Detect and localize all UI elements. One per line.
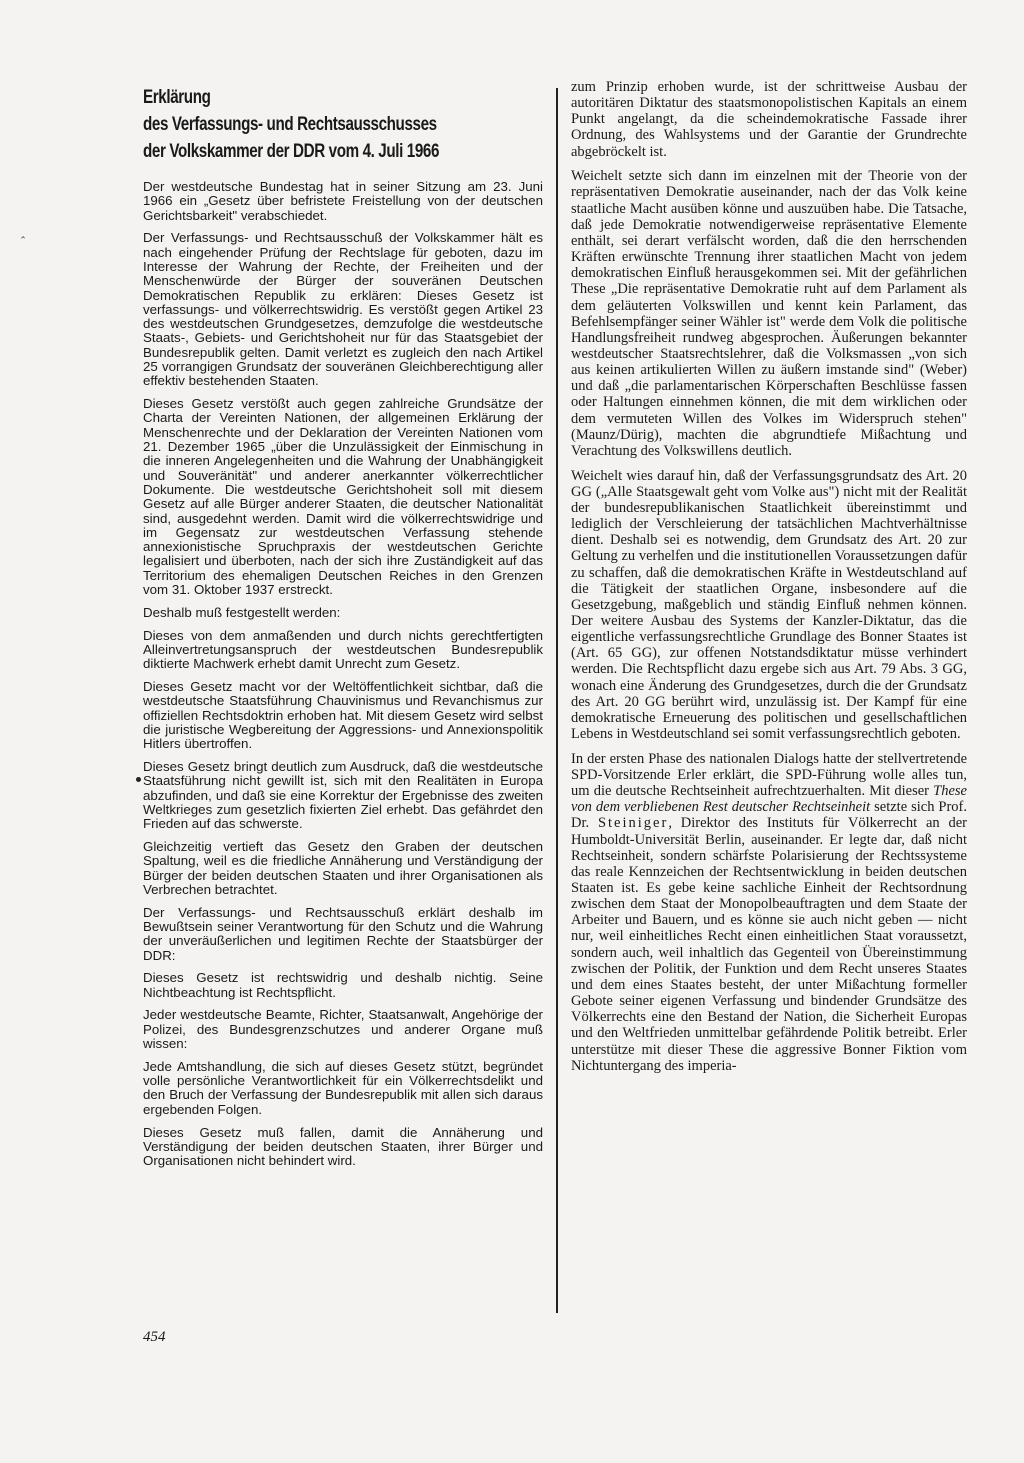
person-name: Steiniger bbox=[597, 815, 669, 832]
margin-pencil-mark: ꞈ bbox=[22, 224, 27, 239]
left-column bbox=[143, 78, 543, 1177]
paragraph: Jede Amtshandlung, die sich auf dieses Gesetz stützt, begründet volle persönliche Verantwortlichkeit für ein Völkerrechtsdelikt und den Bruch der Verfassung der Bundesrepublik mit allen sich daraus ergebenden Folgen. bbox=[143, 1058, 543, 1117]
emphasized-thesis: These von dem verbliebenen Rest deutscher Rechtseinheit bbox=[571, 783, 967, 816]
paragraph: Weichelt setzte sich dann im einzelnen mit der Theorie von der repräsentativen Demokratie auseinander, nach der das Volk keine staatliche Macht ausüben könne und auszuüben habe. Die Tatsache, daß jede Demokratie notwendigerweise repräsentative Elemente enthält, sei derart verfälscht worden, daß die den herrschenden Kräften erwünschte Trennung ihrer staatlichen Macht von jedem demokratischen Einfluß herausgekommen sei. Mit der gefährlichen These „Die repräsentative Demokratie ruht auf dem Parlament als dem geläuterten Volkswillen und kennt kein Parlament, das Befehlsempfänger seiner Wähler ist" werde dem Volk die politische Handlungsfreiheit rundweg abgesprochen. Äußerungen bekannter westdeutscher Staatsrechtslehrer, daß die Volksmassen „von sich aus keinen artikulierten Willen zu äußern imstande sind" (Weber) und daß „die parlamentarischen Körperschaften Beschlüsse fassen oder Haltungen einnehmen können, die mit dem wirklichen oder dem vermuteten Willen des Volkes im Widerspruch stehen" (Maunz/Dürig), machten die abgrundtiefe Mißachtung und Verachtung des Volkswillens deutlich. bbox=[571, 168, 967, 459]
paragraph: Dieses Gesetz muß fallen, damit die Annäherung und Verständigung der beiden deutschen Staaten, ihrer Bürger und Organisationen nicht behindert wird. bbox=[143, 1124, 543, 1169]
bullet-dot bbox=[136, 777, 141, 782]
paragraph: Gleichzeitig vertieft das Gesetz den Graben der deutschen Spaltung, weil es die friedliche Annäherung und Verständigung der Bürger der beiden deutschen Staaten und ihrer Organisationen als Verbrechen betrachtet. bbox=[143, 838, 543, 897]
column-divider bbox=[556, 88, 558, 1313]
title-line: Erklärung bbox=[143, 86, 211, 108]
paragraph: Der Verfassungs- und Rechtsausschuß der Volkskammer hält es nach eingehender Prüfung der Rechtslage für geboten, dazu im Interesse der Wahrung der Rechte, der Freiheiten und der Menschenwürde der Bürger der souveränen Deutschen Demokratischen Republik zu erklären: Dieses Gesetz ist verfassungs- und völkerrechtswidrig. Es verstößt gegen Artikel 23 des westdeutschen Grundgesetzes, demzufolge die westdeutsche Staats-, Gebiets- und Gerichtshoheit nur für das Staatsgebiet der Bundesrepublik gelten. Damit verletzt es zugleich den nach Artikel 25 vorrangigen Grundsatz der souveränen Gleichberechtigung aller effektiv bestehenden Staaten. bbox=[143, 230, 543, 389]
paragraph: Der Verfassungs- und Rechtsausschuß erklärt deshalb im Bewußtsein seiner Verantwortung für den Schutz und die Wahrung der unveräußerlichen und legitimen Rechte der Staatsbürger der DDR: bbox=[143, 904, 543, 963]
article-title bbox=[143, 84, 542, 165]
text-run: In der ersten Phase des nationalen Dialogs hatte der stellvertretende SPD-Vorsitzende Erler erklärt, die SPD-Führung wolle alles tun, um die deutsche Rechtseinheit aufrechtzuerhalten. Mit dieser bbox=[571, 750, 967, 800]
paragraph: Dieses Gesetz verstößt auch gegen zahlreiche Grundsätze der Charta der Vereinten Nationen, der allgemeinen Erklärung der Menschenrechte und der Deklaration der Vereinten Nationen vom 21. Dezember 1965 „über die Unzulässigkeit der Einmischung in die inneren Angelegenheiten und die Wahrung der Unabhängigkeit und Souveränität" und anderer anerkannter völkerrechtlicher Dokumente. Die westdeutsche Gerichtshoheit soll mit diesem Gesetz auf alle Bürger anderer Staaten, die deutscher Nationalität sind, ausgedehnt werden. Damit wird die völkerrechtswidrige und im Gegensatz zur westdeutschen Verfassung stehende annexionistische Spruchpraxis der westdeutschen Gerichte legalisiert und überboten, nach der sich ihre Zuständigkeit auf das Territorium des ehemaligen Deutschen Reiches in den Grenzen vom 31. Oktober 1937 erstreckt. bbox=[143, 396, 543, 598]
paragraph: Dieses Gesetz bringt deutlich zum Ausdruck, daß die westdeutsche Staatsführung nicht gewillt ist, sich mit den Realitäten in Europa abzufinden, und daß sie eine Korrektur der Ergebnisse des zweiten Weltkrieges zum gesetzlich fixierten Ziel erhebt. Das gefährdet den Frieden auf das schwerste. bbox=[143, 758, 543, 832]
right-column bbox=[571, 79, 967, 1082]
page-number: 454 bbox=[143, 1329, 166, 1345]
paragraph bbox=[571, 751, 967, 1074]
paragraph: Dieses Gesetz ist rechtswidrig und deshalb nichtig. Seine Nichtbeachtung ist Rechtspflicht. bbox=[143, 970, 543, 1000]
title-line: des Verfassungs- und Rechtsausschusses bbox=[143, 113, 437, 135]
text-run: , Direktor des Instituts für Völkerrecht an der Humboldt-Universität Berlin, auseinander. Er legte dar, daß nicht Rechtseinheit, sondern schärfste Polarisierung der Rechtssysteme das reale Kennzeichen der Rechtsentwicklung in beiden deutschen Staaten ist. Es gebe keine sachliche Einheit der Rechtsordnung zwischen dem Staat der Monopolbeauftragten und dem Staate der Arbeiter und Bauern, und es könne sie auch nicht geben — nicht nur, weil einheitliches Recht einen einheitlichen Staat voraussetzt, sondern auch, weil inhaltlich das Gegenteil von Übereinstimmung zwischen der Politik, der Funktion und dem Recht unseres Staates und dem eines Staates besteht, der unter Mißachtung formeller Gebote seiner eigenen Verfassung und bindender Grundsätze des Völkerrechts eine den Bestand der Nation, die Sicherheit Europas und den Weltfrieden unmittelbar gefährdende Politik betreibt. Erler unterstütze mit dieser These die aggressive Bonner Fiktion vom Nichtuntergang des imperia- bbox=[571, 815, 967, 1074]
paragraph: Der westdeutsche Bundestag hat in seiner Sitzung am 23. Juni 1966 ein „Gesetz über befristete Freistellung von der deutschen Gerichtsbarkeit" verabschiedet. bbox=[143, 179, 543, 223]
paragraph: Dieses Gesetz macht vor der Weltöffentlichkeit sichtbar, daß die westdeutsche Staatsführung Chauvinismus und Revanchismus zur offiziellen Rechtsdoktrin erhoben hat. Mit diesem Gesetz wird selbst die juristische Wegbereitung der Aggressions- und Annexionspolitik Hitlers übertroffen. bbox=[143, 679, 543, 752]
paragraph: Deshalb muß festgestellt werden: bbox=[143, 604, 341, 620]
paragraph: Weichelt wies darauf hin, daß der Verfassungsgrundsatz des Art. 20 GG („Alle Staatsgewalt geht vom Volke aus") nicht mit der Realität der bundesrepublikanischen Staatlichkeit übereinstimmt und lediglich der Verschleierung der tatsächlichen Machtverhältnisse dient. Deshalb sei es notwendig, dem Grundsatz des Art. 20 zur Geltung zu verhelfen und die institutionellen Voraussetzungen dafür zu schaffen, daß die demokratischen Kräfte in Westdeutschland auf die Tätigkeit der staatlichen Organe, insbesondere auf die Gesetzgebung, maßgeblich und ständig Einfluß nehmen können. Der weitere Ausbau des Systems der Kanzler-Diktatur, das die eigentliche verfassungsrechtliche Grundlage des Bonner Staates ist (Art. 65 GG), zur offenen Notstandsdiktatur müsse verhindert werden. Die Rechtspflicht dazu ergebe sich aus Art. 79 Abs. 3 GG, wonach eine Änderung des Grundgesetzes, durch die der Grundsatz des Art. 20 GG berührt wird, unzulässig ist. Der Kampf für eine demokratische Erneuerung des politischen und gesellschaftlichen Lebens in Westdeutschland sei somit verfassungsrechtlich geboten. bbox=[571, 467, 967, 743]
paragraph: zum Prinzip erhoben wurde, ist der schrittweise Ausbau der autoritären Diktatur des staatsmonopolistischen Kapitals an einem Punkt angelangt, da die scheindemokratische Fassade ihrer Ordnung, des Wahlsystems und der Garantie der Grundrechte abgebröckelt ist. bbox=[571, 79, 967, 160]
paragraph: Dieses von dem anmaßenden und durch nichts gerechtfertigten Alleinvertretungsanspruch der westdeutschen Bundesrepublik diktierte Machwerk erhebt damit Unrecht zum Gesetz. bbox=[143, 627, 543, 672]
title-line: der Volkskammer der DDR vom 4. Juli 1966 bbox=[143, 140, 440, 162]
text-run: setzte sich Prof. Dr. bbox=[571, 799, 967, 832]
paragraph: Jeder westdeutsche Beamte, Richter, Staatsanwalt, Angehörige der Polizei, des Bundesgrenzschutzes und anderer Organe muß wissen: bbox=[143, 1007, 543, 1052]
